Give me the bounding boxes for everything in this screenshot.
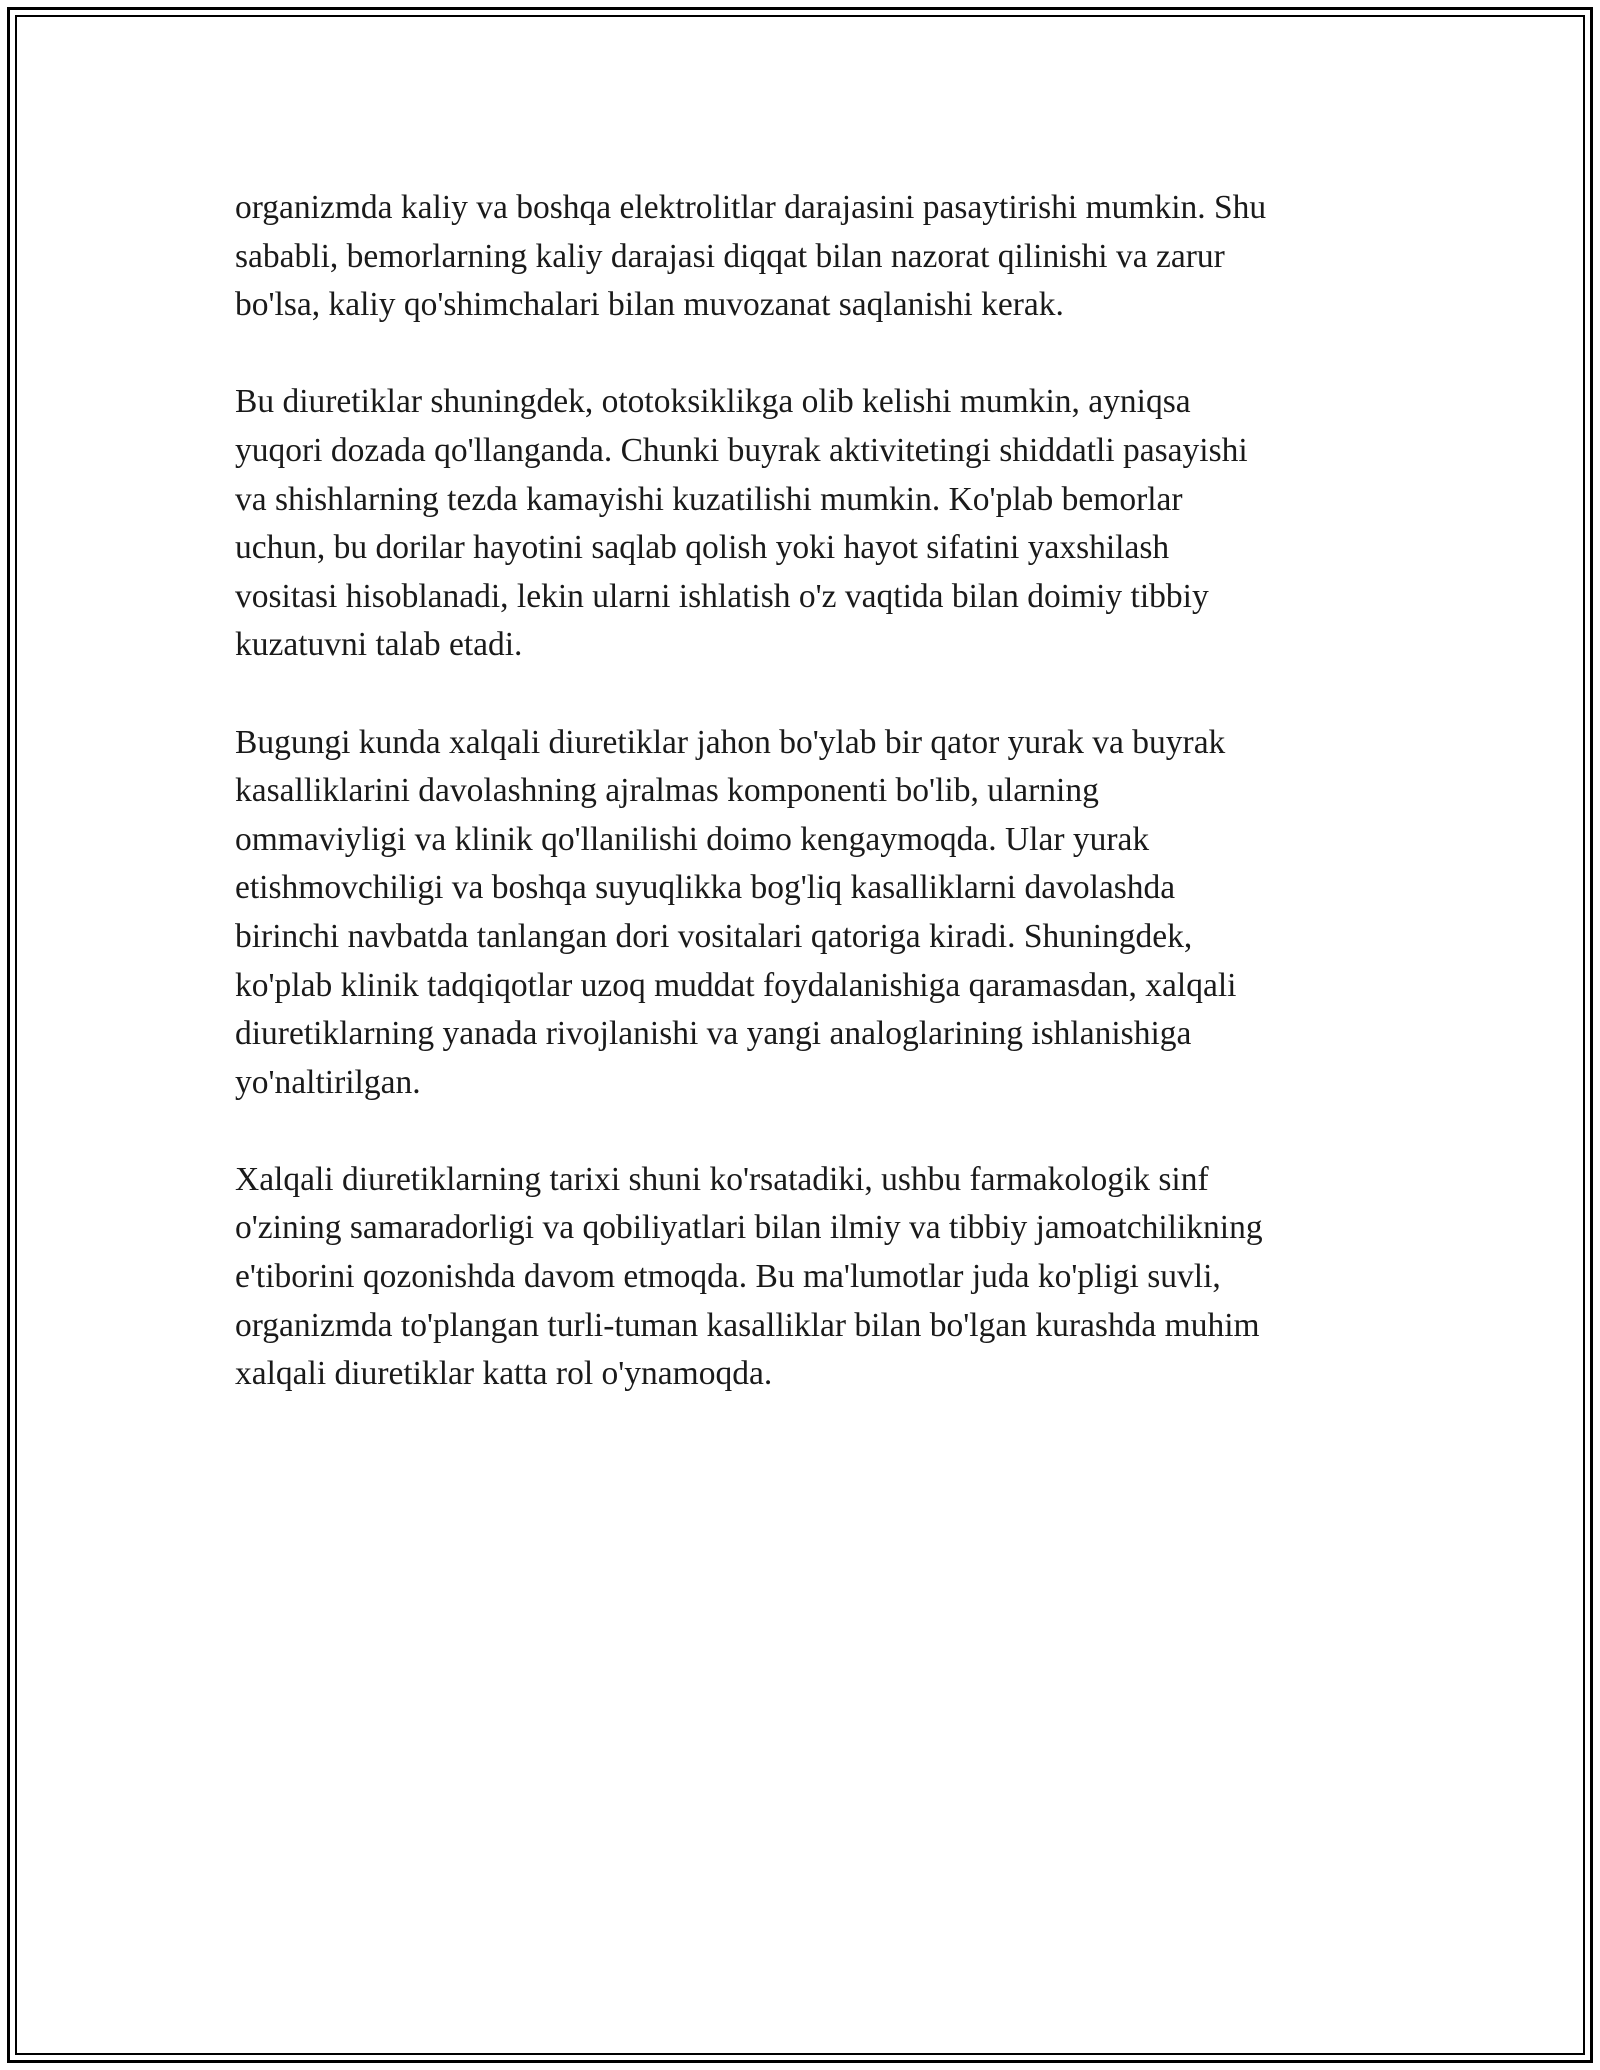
text-line: yuqori dozada qo'llanganda. Chunki buyrak aktivitetingi shiddatli pasayishi — [235, 431, 1248, 469]
text-line: bo'lsa, kaliy qo'shimchalari bilan muvozanat saqlanishi kerak. — [235, 286, 1064, 324]
text-line: diuretiklarning yanada rivojlanishi va yangi analoglarining ishlanishiga — [235, 1015, 1192, 1053]
text-line: organizmda kaliy va boshqa elektrolitlar darajasini pasaytirishi mumkin. Shu — [235, 189, 1267, 226]
text-line: o'zining samaradorligi va qobiliyatlari bilan ilmiy va tibbiy jamoatchilikning — [235, 1209, 1263, 1247]
text-line: Bugungi kunda xalqali diuretiklar jahon bo'ylab bir qator yurak va buyrak — [235, 723, 1226, 761]
paragraph-2 — [235, 378, 1375, 670]
paragraph-4 — [235, 1156, 1375, 1399]
text-line: Xalqali diuretiklarning tarixi shuni ko'rsatadiki, ushbu farmakologik sinf — [235, 1160, 1209, 1198]
text-line: organizmda to'plangan turli-tuman kasalliklar bilan bo'lgan kurashda muhim — [235, 1306, 1260, 1344]
text-line: kasalliklarini davolashning ajralmas komponenti bo'lib, ularning — [235, 772, 1099, 810]
text-line: ommaviyligi va klinik qo'llanilishi doimo kengaymoqda. Ular yurak — [235, 820, 1150, 858]
text-line: ko'plab klinik tadqiqotlar uzoq muddat foydalanishiga qaramasdan, xalqali — [235, 966, 1237, 1004]
text-line: vositasi hisoblanadi, lekin ularni ishlatish o'z vaqtida bilan doimiy tibbiy — [235, 577, 1209, 615]
paragraph-3 — [235, 719, 1375, 1108]
text-line: etishmovchiligi va boshqa suyuqlikka bog'liq kasalliklarni davolashda — [235, 869, 1176, 907]
text-line: xalqali diuretiklar katta rol o'ynamoqda. — [235, 1355, 773, 1393]
text-line: va shishlarning tezda kamayishi kuzatilishi mumkin. Ko'plab bemorlar — [235, 480, 1183, 518]
text-line: birinchi navbatda tanlangan dori vositalari qatoriga kiradi. Shuningdek, — [235, 917, 1193, 955]
paragraph-1 — [235, 184, 1375, 330]
text-line: sababli, bemorlarning kaliy darajasi diqqat bilan nazorat qilinishi va zarur — [235, 237, 1225, 275]
text-line: uchun, bu dorilar hayotini saqlab qolish yoki hayot sifatini yaxshilash — [235, 529, 1170, 567]
text-line: e'tiborini qozonishda davom etmoqda. Bu ma'lumotlar juda ko'pligi suvli, — [235, 1258, 1221, 1296]
page-body — [235, 184, 1375, 1447]
text-line: yo'naltirilgan. — [235, 1063, 421, 1101]
text-line: Bu diuretiklar shuningdek, ototoksiklikga olib kelishi mumkin, ayniqsa — [235, 383, 1191, 421]
text-line: kuzatuvni talab etadi. — [235, 626, 523, 664]
